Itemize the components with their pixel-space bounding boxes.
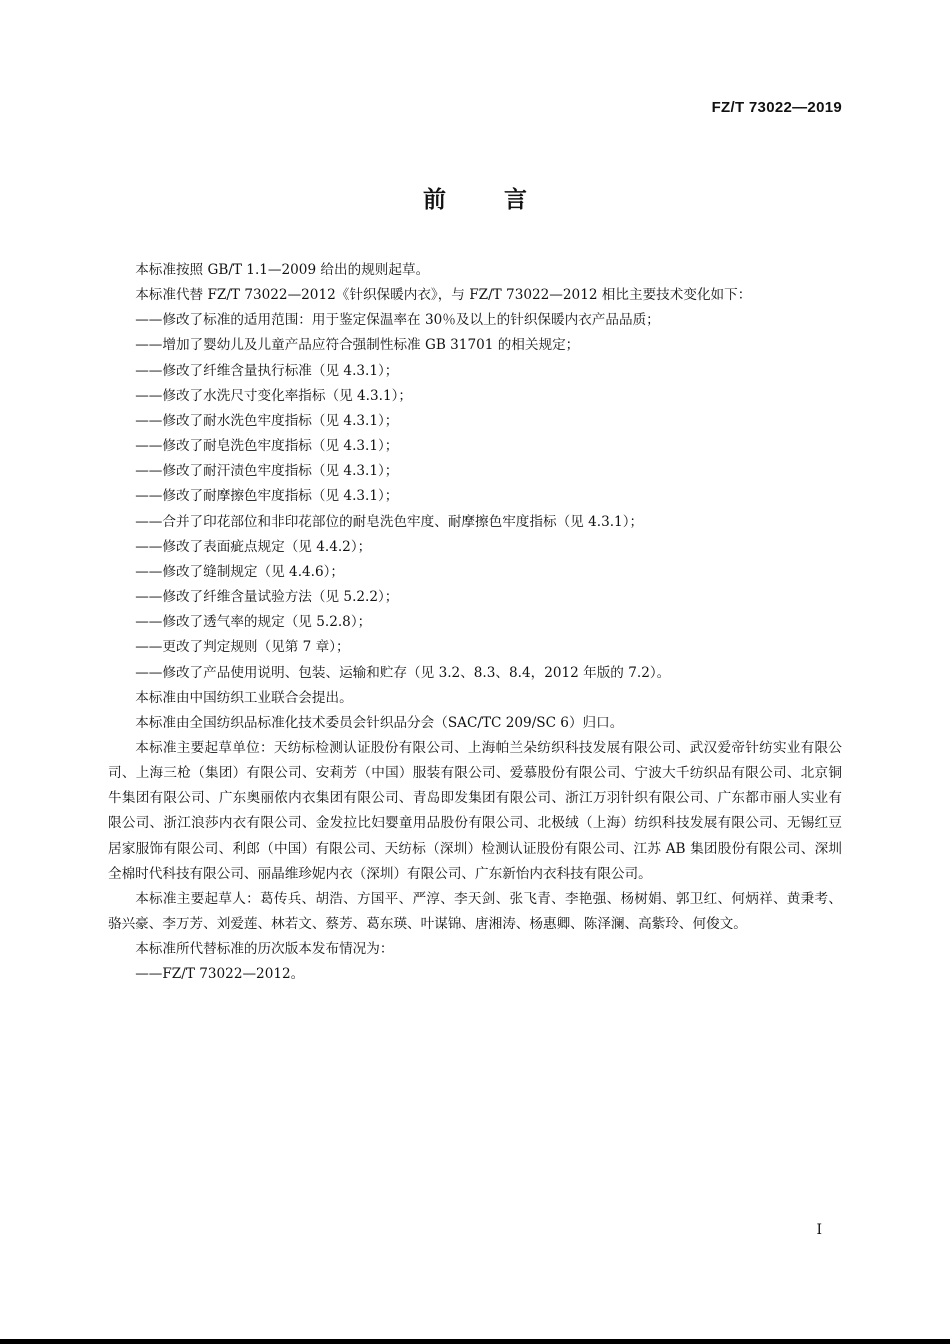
- change-item: ——修改了透气率的规定（见 5.2.8）；: [135, 614, 372, 631]
- paragraph-history: 本标准所代替标准的历次版本发布情况为：: [135, 941, 394, 958]
- bottom-border: [0, 1339, 950, 1344]
- paragraph-drafting-units: 本标准主要起草单位：天纺标检测认证股份有限公司、上海帕兰朵纺织科技发展有限公司、武汉爱帝针纺实业有限公司、上海三枪（集团）有限公司、安莉芳（中国）服装有限公司、爱慕股份有限公司、宁波大千纺织品有限公司、北京铜牛集团有限公司、广东奥丽侬内衣集团有限公司、青岛即发集团有限公司、浙江万羽针织有限公司、广东都市丽人实业有限公司、浙江浪莎内衣有限公司、金发拉比妇婴童用品股份有限公司、北极绒（上海）纺织科技发展有限公司、无锡红豆居家服饰有限公司、利郎（中国）有限公司、天纺标（深圳）检测认证股份有限公司、江苏 AB 集团股份有限公司、深圳全棉时代科技有限公司、丽晶维珍妮内衣（深圳）有限公司、广东新怡内衣科技有限公司。: [108, 739, 842, 882]
- change-item: ——合并了印花部位和非印花部位的耐皂洗色牢度、耐摩擦色牢度指标（见 4.3.1）；: [135, 513, 644, 530]
- change-item: ——修改了耐皂洗色牢度指标（见 4.3.1）；: [135, 438, 399, 455]
- change-item: ——修改了纤维含量执行标准（见 4.3.1）；: [135, 362, 399, 379]
- change-item: ——修改了缝制规定（见 4.4.6）；: [135, 563, 345, 580]
- history-item: ——FZ/T 73022—2012。: [135, 966, 305, 983]
- change-item: ——修改了耐摩擦色牢度指标（见 4.3.1）；: [135, 488, 399, 505]
- change-item: ——修改了耐水洗色牢度指标（见 4.3.1）；: [135, 412, 399, 429]
- paragraph-committee: 本标准由全国纺织品标准化技术委员会针织品分会（SAC/TC 209/SC 6）归口。: [135, 714, 624, 731]
- paragraph-replacement: 本标准代替 FZ/T 73022—2012《针织保暖内衣》，与 FZ/T 73022—2012 相比主要技术变化如下：: [135, 287, 752, 304]
- change-item: ——更改了判定规则（见第 7 章）；: [135, 639, 350, 656]
- standard-code: FZ/T 73022—2019: [711, 99, 842, 116]
- paragraph-drafters: 本标准主要起草人：葛传兵、胡浩、方国平、严淳、李天剑、张飞青、李艳强、杨树娟、郭卫红、何炳祥、黄秉考、骆兴豪、李万芳、刘爱莲、林若文、蔡芳、葛东瑛、叶谋锦、唐湘涛、杨惠卿、陈泽澜、高紫玲、何俊文。: [108, 890, 842, 933]
- document-body: [108, 258, 842, 988]
- page-number: I: [816, 1222, 822, 1238]
- change-item: ——修改了产品使用说明、包装、运输和贮存（见 3.2、8.3、8.4，2012 年版的 7.2）。: [135, 664, 671, 681]
- change-item: ——修改了耐汗渍色牢度指标（见 4.3.1）；: [135, 463, 399, 480]
- paragraph-drafting-rule: 本标准按照 GB/T 1.1—2009 给出的规则起草。: [135, 262, 430, 278]
- paragraph-proposer: 本标准由中国纺织工业联合会提出。: [135, 689, 353, 706]
- change-item: ——修改了纤维含量试验方法（见 5.2.2）；: [135, 589, 399, 606]
- change-item: ——修改了表面疵点规定（见 4.4.2）；: [135, 538, 372, 555]
- page-title: 前言: [423, 187, 585, 213]
- change-item: ——修改了水洗尺寸变化率指标（见 4.3.1）；: [135, 387, 412, 404]
- change-item: ——修改了标准的适用范围：用于鉴定保温率在 30％及以上的针织保暖内衣产品品质；: [135, 312, 660, 329]
- change-item: ——增加了婴幼儿及儿童产品应符合强制性标准 GB 31701 的相关规定；: [135, 337, 580, 354]
